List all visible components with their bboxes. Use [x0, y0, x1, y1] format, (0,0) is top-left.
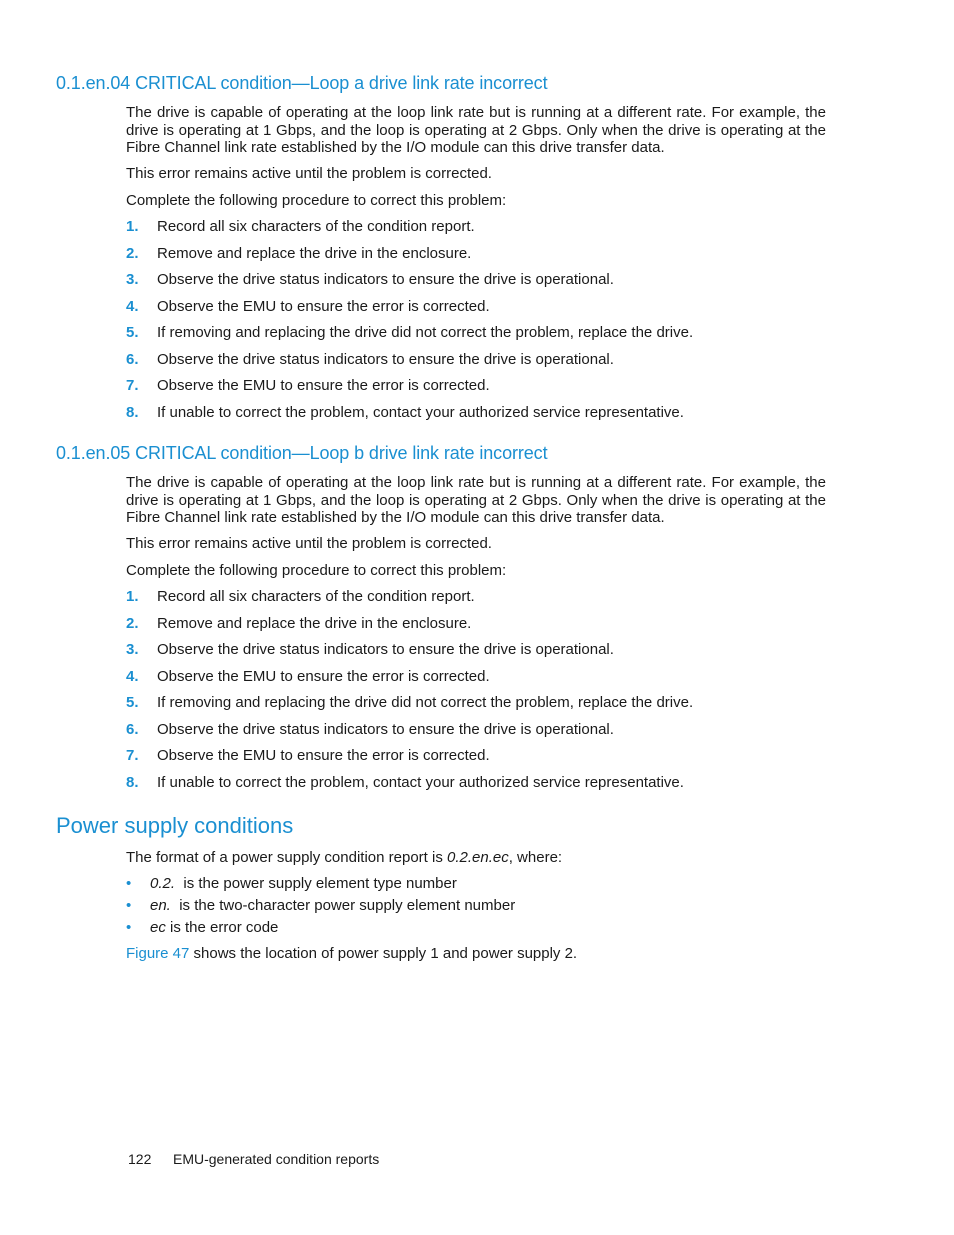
step-number: 6. — [126, 721, 139, 738]
step-text: Observe the EMU to ensure the error is corrected. — [157, 377, 490, 394]
step-item — [126, 588, 475, 606]
step-text: Observe the drive status indicators to ensure the drive is operational. — [157, 271, 614, 288]
bullet-term: en. — [150, 897, 171, 914]
step-text: Observe the drive status indicators to ensure the drive is operational. — [157, 641, 614, 658]
step-item — [126, 721, 614, 739]
figure-text: shows the location of power supply 1 and power supply 2. — [189, 945, 578, 962]
active-note: This error remains active until the problem is corrected. — [126, 535, 492, 552]
bullet-term: 0.2. — [150, 875, 176, 892]
step-number: 7. — [126, 747, 139, 764]
step-item — [126, 668, 490, 686]
figure-reference — [126, 945, 577, 963]
section-description: The drive is capable of operating at the loop link rate but is running at a different rate. For example, the drive is operating at 1 Gbps, and the loop is operating at 2 Gbps. Only when the drive is operating at the Fibre Channel link rate established by the I/O module can this drive transfer data. — [126, 104, 826, 156]
step-number: 1. — [126, 588, 139, 605]
step-item — [126, 694, 693, 712]
step-number: 4. — [126, 298, 139, 315]
step-text: If removing and replacing the drive did not correct the problem, replace the drive. — [157, 324, 694, 341]
step-number: 4. — [126, 668, 139, 685]
step-number: 1. — [126, 218, 139, 235]
step-item — [126, 615, 471, 633]
active-note: This error remains active until the problem is corrected. — [126, 165, 492, 182]
step-number: 2. — [126, 245, 139, 262]
step-item — [126, 245, 471, 263]
step-text: Remove and replace the drive in the enclosure. — [157, 245, 472, 262]
step-text: Observe the EMU to ensure the error is corrected. — [157, 668, 490, 685]
power-supply-heading: Power supply conditions — [56, 813, 294, 838]
step-number: 5. — [126, 324, 139, 341]
step-text: If unable to correct the problem, contact your authorized service representative. — [157, 404, 684, 421]
bullet-dot-icon: • — [126, 875, 132, 892]
step-item — [126, 218, 475, 236]
step-item — [126, 271, 614, 289]
page-number: 122 — [128, 1151, 152, 1167]
step-number: 3. — [126, 641, 139, 658]
step-item — [126, 324, 693, 342]
step-text: Observe the EMU to ensure the error is corrected. — [157, 298, 490, 315]
section-heading-loop-a: 0.1.en.04 CRITICAL condition—Loop a drive link rate incorrect — [56, 73, 548, 93]
step-text: Observe the EMU to ensure the error is corrected. — [157, 747, 490, 764]
section-heading-loop-b: 0.1.en.05 CRITICAL condition—Loop b drive link rate incorrect — [56, 443, 548, 463]
step-text: Record all six characters of the condition report. — [157, 588, 475, 605]
bullet-item — [126, 897, 515, 915]
step-item — [126, 641, 614, 659]
bullet-item — [126, 875, 457, 893]
step-number: 8. — [126, 404, 139, 421]
step-number: 8. — [126, 774, 139, 791]
step-item — [126, 747, 490, 765]
step-number: 6. — [126, 351, 139, 368]
bullet-term: ec — [150, 919, 166, 936]
section-description: The drive is capable of operating at the loop link rate but is running at a different rate. For example, the drive is operating at 1 Gbps, and the loop is operating at 2 Gbps. Only when the drive is operating at the Fibre Channel link rate established by the I/O module can this drive transfer data. — [126, 474, 826, 526]
bullet-dot-icon: • — [126, 897, 132, 914]
bullet-text: is the two-character power supply element number — [170, 897, 516, 914]
format-suffix: , where: — [508, 849, 563, 866]
procedure-intro: Complete the following procedure to correct this problem: — [126, 562, 507, 579]
step-item — [126, 298, 490, 316]
step-number: 5. — [126, 694, 139, 711]
step-text: If removing and replacing the drive did not correct the problem, replace the drive. — [157, 694, 694, 711]
bullet-dot-icon: • — [126, 919, 132, 936]
step-number: 2. — [126, 615, 139, 632]
step-text: Observe the drive status indicators to ensure the drive is operational. — [157, 351, 614, 368]
format-sentence — [126, 849, 562, 867]
step-item — [126, 404, 684, 422]
step-item — [126, 774, 684, 792]
procedure-intro: Complete the following procedure to correct this problem: — [126, 192, 507, 209]
format-prefix: The format of a power supply condition report is — [126, 849, 447, 866]
bullet-text: is the error code — [165, 919, 279, 936]
step-number: 3. — [126, 271, 139, 288]
bullet-text: is the power supply element type number — [175, 875, 457, 892]
step-text: If unable to correct the problem, contact your authorized service representative. — [157, 774, 684, 791]
footer-title: EMU-generated condition reports — [173, 1151, 380, 1167]
step-number: 7. — [126, 377, 139, 394]
step-item — [126, 377, 490, 395]
bullet-item — [126, 919, 278, 937]
format-code: 0.2.en.ec — [447, 849, 509, 866]
figure-link[interactable]: Figure 47 — [126, 945, 190, 962]
step-item — [126, 351, 614, 369]
step-text: Remove and replace the drive in the enclosure. — [157, 615, 472, 632]
step-text: Observe the drive status indicators to ensure the drive is operational. — [157, 721, 614, 738]
step-text: Record all six characters of the condition report. — [157, 218, 475, 235]
